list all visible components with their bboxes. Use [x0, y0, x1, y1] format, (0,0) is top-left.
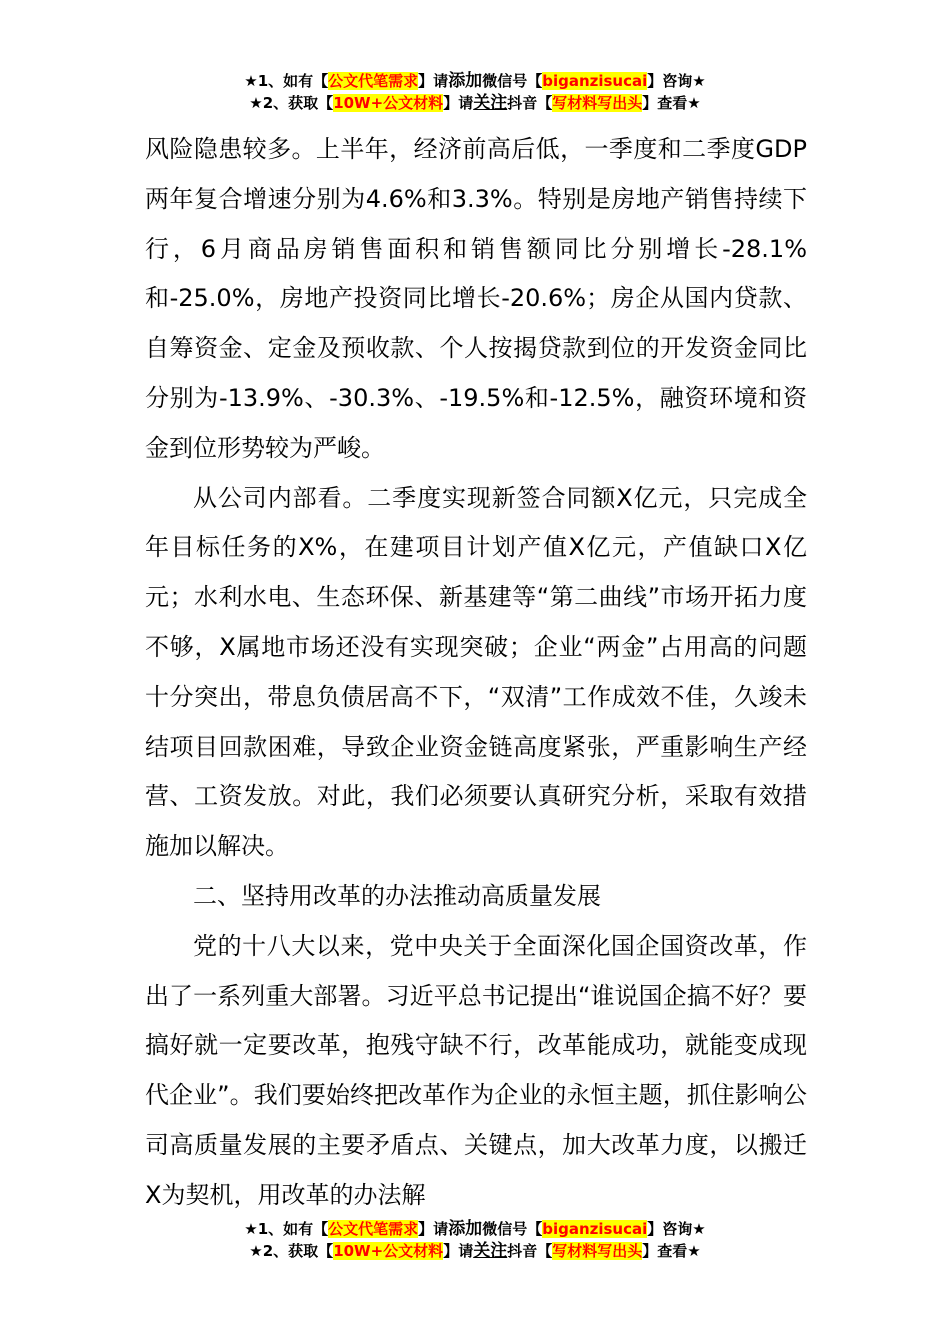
paragraph-risks: 风险隐患较多。上半年，经济前高后低，一季度和二季度GDP两年复合增速分别为4.6%和3.3%。特别是房地产销售持续下行，6月商品房销售面积和销售额同比分别增长-28.1%和-25.0%，房地产投资同比增长-20.6%；房企从国内贷款、自筹资金、定金及预收款、个人按揭贷款到位的开发资金同比分别为-13.9%、-30.3%、-19.5%和-12.5%，融资环境和资金到位形势较为严峻。 — [145, 135, 807, 462]
section-heading: 二、坚持用改革的办法推动高质量发展 — [193, 881, 601, 910]
highlight-ghostwriting: 公文代笔需求 — [328, 1220, 419, 1238]
highlight-douyin: 写材料写出头 — [552, 94, 643, 112]
highlight-ghostwriting: 公文代笔需求 — [328, 72, 419, 90]
highlight-materials: 10W+公文材料 — [333, 94, 444, 112]
banner-line-1: ★1、如有【公文代笔需求】请添加微信号【biganzisucai】咨询★ — [244, 71, 706, 91]
header-banner — [0, 70, 950, 114]
highlight-douyin: 写材料写出头 — [552, 1242, 643, 1260]
highlight-wechat-id: biganzisucai — [542, 72, 648, 90]
highlight-materials: 10W+公文材料 — [333, 1242, 444, 1260]
paragraph-reform: 党的十八大以来，党中央关于全面深化国企国资改革，作出了一系列重大部署。习近平总书记提出“谁说国企搞不好？要搞好就一定要改革，抱残守缺不行，改革能成功，就能变成现代企业”。我们要始终把改革作为企业的永恒主题，抓住影响公司高质量发展的主要矛盾点、关键点，加大改革力度，以搬迁X为契机，用改革的办法解 — [145, 931, 807, 1209]
paragraph-internal: 从公司内部看。二季度实现新签合同额X亿元，只完成全年目标任务的X%，在建项目计划产值X亿元，产值缺口X亿元；水利水电、生态环保、新基建等“第二曲线”市场开拓力度不够，X属地市场还没有实现突破；企业“两金”占用高的问题十分突出，带息负债居高不下，“双清”工作成效不佳，久竣未结项目回款困难，导致企业资金链高度紧张，严重影响生产经营、工资发放。对此，我们必须要认真研究分析，采取有效措施加以解决。 — [145, 483, 807, 861]
highlight-wechat-id: biganzisucai — [542, 1220, 648, 1238]
banner-line-1: ★1、如有【公文代笔需求】请添加微信号【biganzisucai】咨询★ — [244, 1219, 706, 1239]
footer-banner — [0, 1218, 950, 1262]
banner-line-2: ★2、获取【10W+公文材料】请关注抖音【写材料写出头】查看★ — [249, 1241, 701, 1261]
banner-line-2: ★2、获取【10W+公文材料】请关注抖音【写材料写出头】查看★ — [249, 93, 701, 113]
document-body — [145, 125, 807, 1221]
